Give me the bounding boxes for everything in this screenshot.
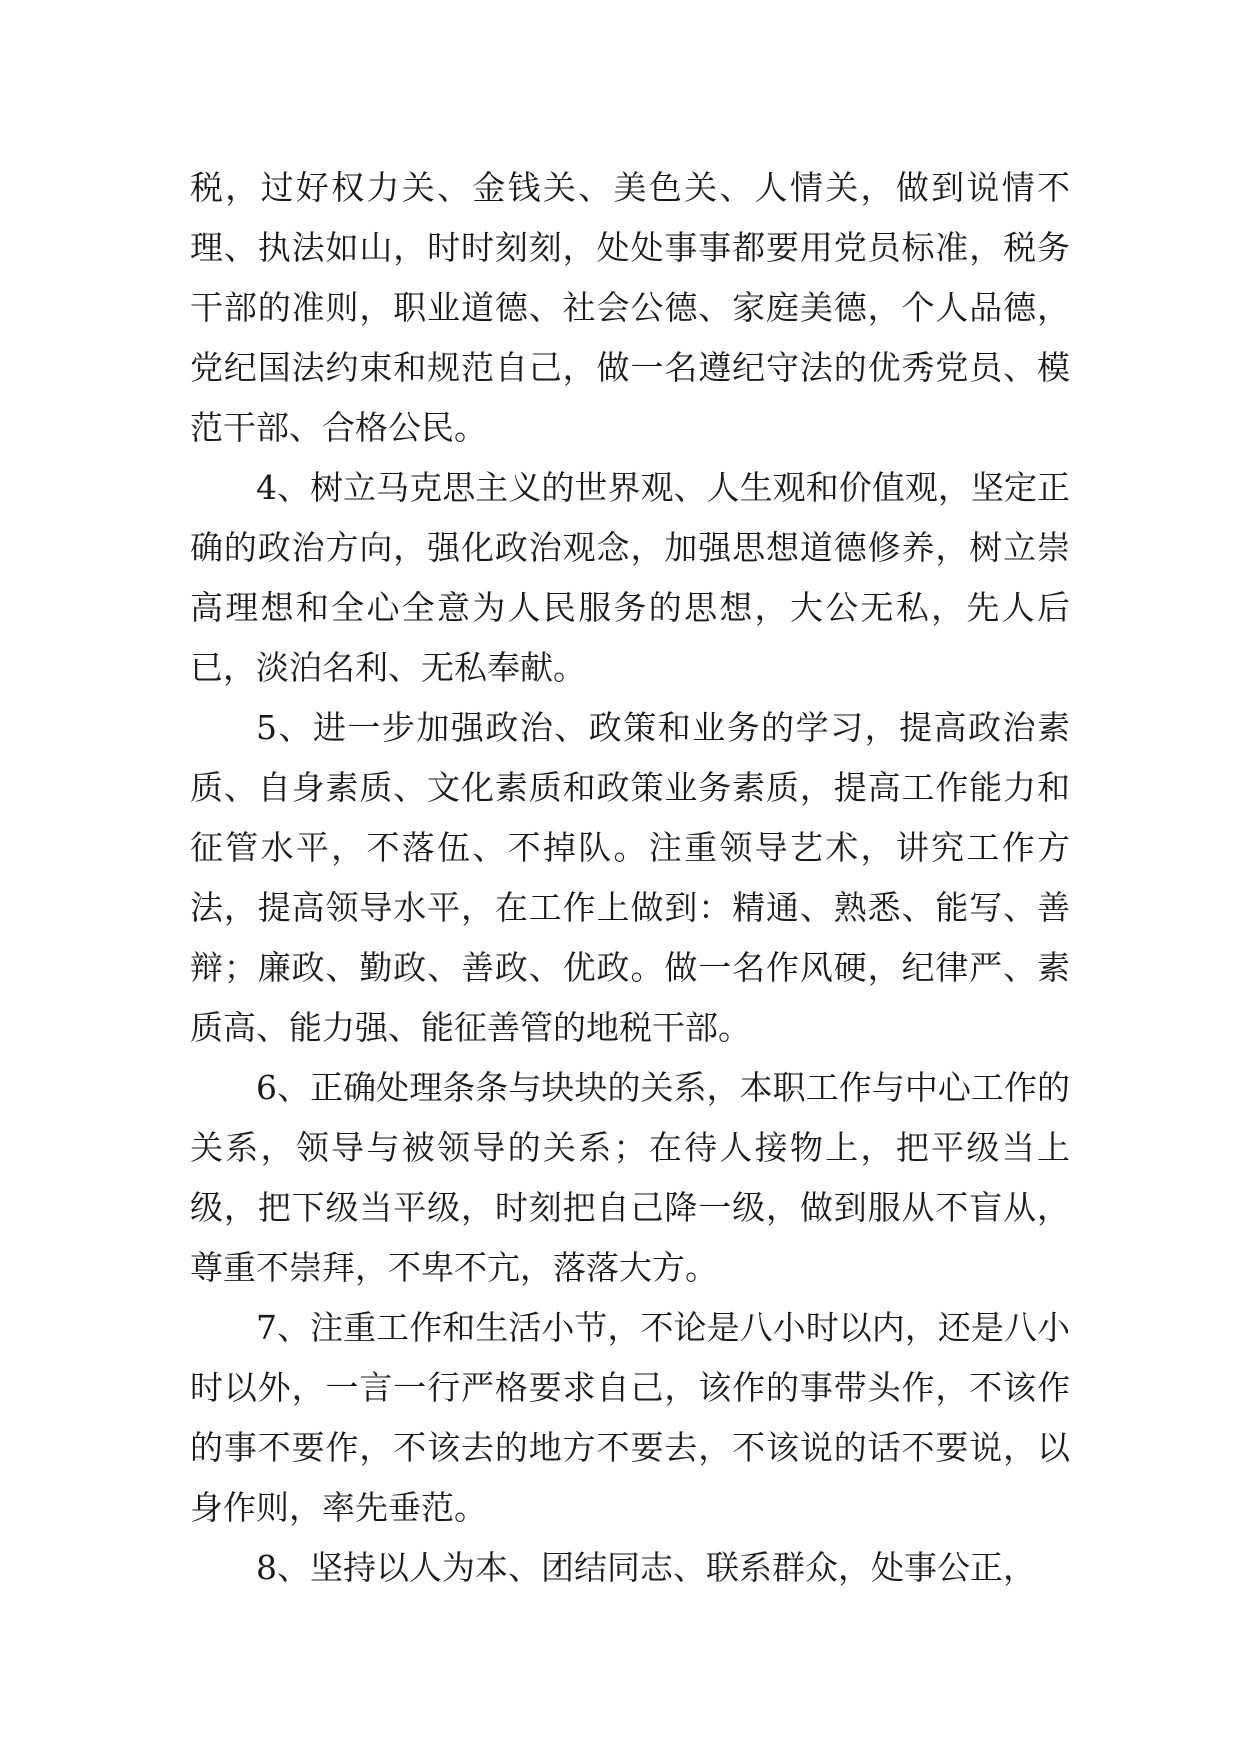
paragraph-continuation: 税，过好权力关、金钱关、美色关、人情关，做到说情不理、执法如山，时时刻刻，处处事事都要用党员标准，税务干部的准则，职业道德、社会公德、家庭美德，个人品德，党纪国法约束和规范自己，做一名遵纪守法的优秀党员、模范干部、合格公民。 [190,168,1070,447]
paragraph-item-6: 6、正确处理条条与块块的关系，本职工作与中心工作的关系，领导与被领导的关系；在待人接物上，把平级当上级，把下级当平级，时刻把自己降一级，做到服从不盲从，尊重不崇拜，不卑不亢，落落大方。 [190,1068,1070,1287]
document-body [190,158,1070,1598]
paragraph-item-5: 5、进一步加强政治、政策和业务的学习，提高政治素质、自身素质、文化素质和政策业务素质，提高工作能力和征管水平，不落伍、不掉队。注重领导艺术，讲究工作方法，提高领导水平，在工作上做到：精通、熟悉、能写、善辩；廉政、勤政、善政、优政。做一名作风硬，纪律严、素质高、能力强、能征善管的地税干部。 [190,708,1070,1047]
paragraph-item-8: 8、坚持以人为本、团结同志、联系群众，处事公正， [256,1548,1036,1587]
paragraph-item-7: 7、注重工作和生活小节，不论是八小时以内，还是八小时以外，一言一行严格要求自己，该作的事带头作，不该作的事不要作，不该去的地方不要去，不该说的话不要说，以身作则，率先垂范。 [190,1308,1070,1527]
paragraph-item-4: 4、树立马克思主义的世界观、人生观和价值观，坚定正确的政治方向，强化政治观念，加强思想道德修养，树立崇高理想和全心全意为人民服务的思想，大公无私，先人后已，淡泊名利、无私奉献。 [190,468,1070,687]
